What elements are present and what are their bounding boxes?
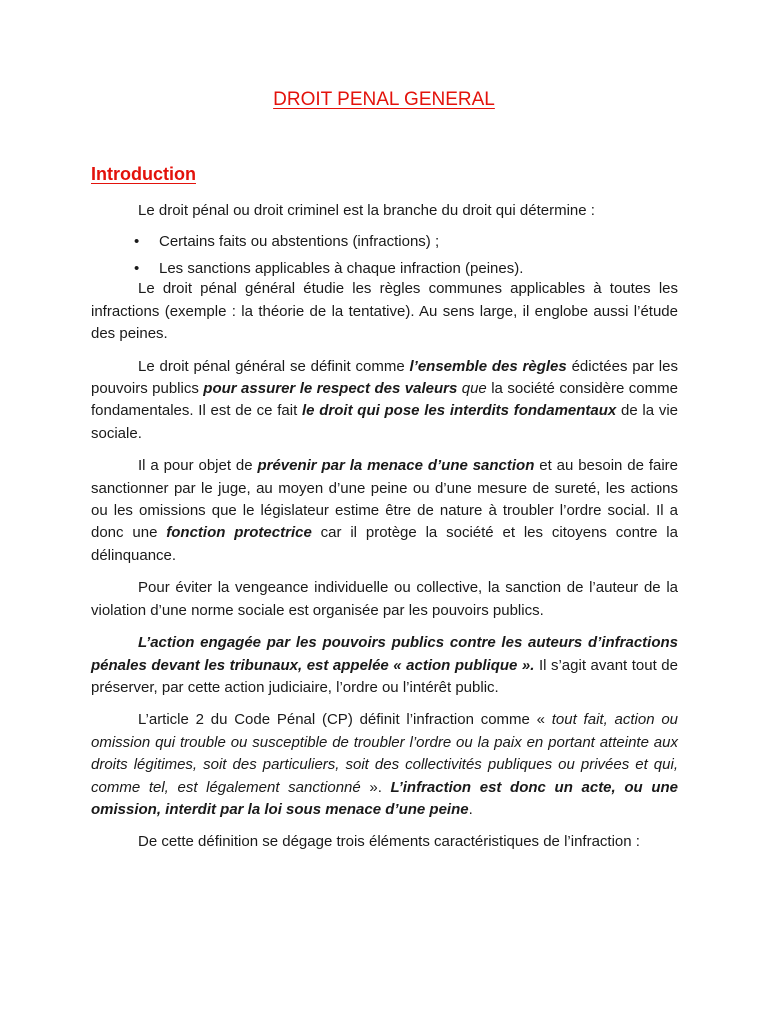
text-run: Il a pour objet de: [138, 457, 258, 475]
document-title: DROIT PENAL GENERAL: [273, 89, 495, 110]
paragraph-objective: [91, 455, 678, 567]
emphasis-text: pour assurer le respect des valeurs: [203, 380, 458, 398]
emphasis-text: fonction protectrice: [166, 524, 312, 542]
paragraph-vengeance: Pour éviter la vengeance individuelle ou collective, la sanction de l’auteur de la violation d’une norme sociale est organisée par les pouvoirs publics.: [91, 579, 678, 619]
section-heading-introduction: Introduction: [91, 164, 196, 184]
list-item: • Certains faits ou abstentions (infractions) ;: [159, 228, 678, 255]
paragraph-elements: De cette définition se dégage trois éléments caractéristiques de l’infraction :: [138, 833, 640, 851]
text-run: de la vie sociale.: [91, 402, 678, 442]
italic-text: que: [457, 380, 487, 398]
text-run: car il protège la société et les citoyens contre la délinquance.: [91, 524, 678, 564]
text-run: la société considère comme fondamentales. Il est de ce fait: [91, 380, 678, 420]
text-run: L’article 2 du Code Pénal (CP) définit l’infraction comme «: [138, 711, 552, 729]
paragraph-general-rules: Le droit pénal général étudie les règles communes applicables à toutes les infractions (exemple : la théorie de la tentative). Au sens large, il englobe aussi l’étude des peines.: [91, 280, 678, 343]
emphasis-text: prévenir par la menace d’une sanction: [257, 457, 535, 475]
list-item: • Les sanctions applicables à chaque infraction (peines).: [159, 255, 678, 282]
bullet-list: [91, 228, 678, 282]
paragraph-definition: Le droit pénal ou droit criminel est la branche du droit qui détermine :: [138, 202, 595, 219]
text-run: Le droit pénal général se définit comme: [138, 357, 410, 375]
paragraph-public-action: [91, 632, 678, 699]
text-run: Il s’agit avant tout de préserver, par cette action judiciaire, l’ordre ou l’intérêt public.: [91, 656, 678, 696]
emphasis-text: L’infraction est donc un acte, ou une omission, interdit par la loi sous menace d’une peine: [91, 778, 678, 818]
text-run: .: [468, 800, 473, 818]
italic-text: tout fait, action ou omission qui trouble ou susceptible de troubler l’ordre ou la paix en portant atteinte aux droits légitimes, soit des particuliers, soit des collectivités publiques ou privées et qui, comme tel, est légalement sanctionné: [91, 711, 678, 796]
paragraph-article-2: [91, 709, 678, 821]
document-body: [91, 200, 678, 864]
emphasis-text: l’ensemble des règles: [409, 357, 567, 375]
emphasis-text: L’action engagée par les pouvoirs publics contre les auteurs d’infractions pénales devant les tribunaux, est appelée « action publique ».: [91, 634, 678, 674]
paragraph-definition-general: [91, 356, 678, 446]
text-run: ».: [360, 778, 391, 796]
text-run: et au besoin de faire sanctionner par le juge, au moyen d’une peine ou d’une mesure de sureté, les actions ou les omissions que le législateur estime être de nature à troubler l’ordre social. Il a donc une: [91, 457, 678, 542]
text-run: édictées par les pouvoirs publics: [91, 357, 678, 398]
emphasis-text: le droit qui pose les interdits fondamentaux: [302, 402, 617, 420]
